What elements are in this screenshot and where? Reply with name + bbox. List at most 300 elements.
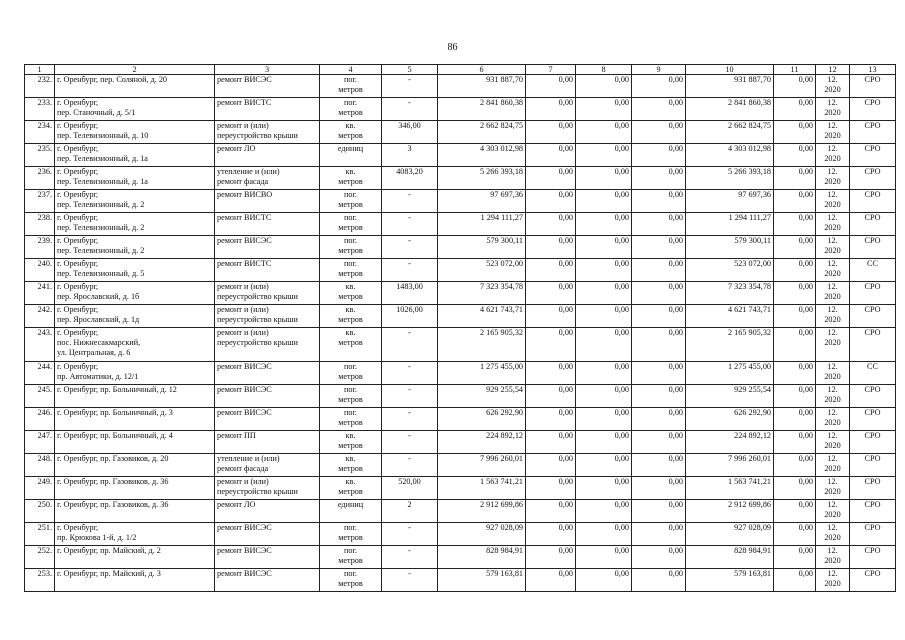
table-row bbox=[25, 454, 896, 477]
address-cell: г. Оренбург, пр. Крюкова 1-й, д. 1/2 bbox=[55, 523, 215, 546]
period-cell: 12. 2020 bbox=[816, 408, 850, 431]
unit-cell: кв. метров bbox=[320, 454, 382, 477]
row-number: 238. bbox=[25, 213, 55, 236]
work-type-cell: ремонт ПП bbox=[215, 431, 320, 454]
fund-cell-8: 0,00 bbox=[576, 98, 632, 121]
fund-cell-11: 0,00 bbox=[774, 362, 816, 385]
work-type-cell: ремонт ВИСВО bbox=[215, 190, 320, 213]
row-number: 237. bbox=[25, 190, 55, 213]
work-type-cell: ремонт ВИСЭС bbox=[215, 362, 320, 385]
fund-cell-8: 0,00 bbox=[576, 282, 632, 305]
fund-cell-11: 0,00 bbox=[774, 385, 816, 408]
column-header-9: 9 bbox=[632, 65, 686, 75]
fund-cell-8: 0,00 bbox=[576, 362, 632, 385]
row-number: 246. bbox=[25, 408, 55, 431]
row-number: 234. bbox=[25, 121, 55, 144]
fund-cell-9: 0,00 bbox=[632, 144, 686, 167]
fund-cell-8: 0,00 bbox=[576, 477, 632, 500]
total-cost-cell: 626 292,90 bbox=[438, 408, 526, 431]
quantity-cell: - bbox=[382, 385, 438, 408]
fund-cell-11: 0,00 bbox=[774, 190, 816, 213]
unit-cell: кв. метров bbox=[320, 328, 382, 362]
fund-cell-11: 0,00 bbox=[774, 431, 816, 454]
fund-cell-9: 0,00 bbox=[632, 121, 686, 144]
fund-cell-7: 0,00 bbox=[526, 190, 576, 213]
column-header-11: 11 bbox=[774, 65, 816, 75]
unit-cell: единиц bbox=[320, 500, 382, 523]
quantity-cell: - bbox=[382, 454, 438, 477]
table-row bbox=[25, 282, 896, 305]
period-cell: 12. 2020 bbox=[816, 144, 850, 167]
fund-cell-8: 0,00 bbox=[576, 144, 632, 167]
row-number: 240. bbox=[25, 259, 55, 282]
fund-cell-10: 4 621 743,71 bbox=[686, 305, 774, 328]
work-type-cell: ремонт и (или) переустройство крыши bbox=[215, 282, 320, 305]
period-cell: 12. 2020 bbox=[816, 213, 850, 236]
total-cost-cell: 224 892,12 bbox=[438, 431, 526, 454]
source-cell: СРО bbox=[850, 75, 896, 98]
unit-cell: пог. метров bbox=[320, 546, 382, 569]
quantity-cell: - bbox=[382, 236, 438, 259]
source-cell: СРО bbox=[850, 213, 896, 236]
address-cell: г. Оренбург, пр. Газовиков, д. 20 bbox=[55, 454, 215, 477]
fund-cell-7: 0,00 bbox=[526, 362, 576, 385]
fund-cell-10: 579 163,81 bbox=[686, 569, 774, 592]
table-row bbox=[25, 431, 896, 454]
source-cell: СРО bbox=[850, 167, 896, 190]
address-cell: г. Оренбург, пер. Соляной, д. 20 bbox=[55, 75, 215, 98]
total-cost-cell: 7 996 260,01 bbox=[438, 454, 526, 477]
period-cell: 12. 2020 bbox=[816, 282, 850, 305]
quantity-cell: 520,00 bbox=[382, 477, 438, 500]
fund-cell-8: 0,00 bbox=[576, 431, 632, 454]
row-number: 235. bbox=[25, 144, 55, 167]
fund-cell-7: 0,00 bbox=[526, 236, 576, 259]
quantity-cell: - bbox=[382, 546, 438, 569]
address-cell: г. Оренбург, пер. Ярославский, д. 1б bbox=[55, 282, 215, 305]
fund-cell-7: 0,00 bbox=[526, 328, 576, 362]
fund-cell-10: 2 841 860,38 bbox=[686, 98, 774, 121]
work-type-cell: ремонт ВИСЭС bbox=[215, 546, 320, 569]
row-number: 243. bbox=[25, 328, 55, 362]
table-row bbox=[25, 569, 896, 592]
fund-cell-9: 0,00 bbox=[632, 546, 686, 569]
work-type-cell: ремонт ЛО bbox=[215, 500, 320, 523]
table-row bbox=[25, 75, 896, 98]
fund-cell-7: 0,00 bbox=[526, 546, 576, 569]
source-cell: СРО bbox=[850, 236, 896, 259]
work-type-cell: ремонт ВИСЭС bbox=[215, 408, 320, 431]
row-number: 244. bbox=[25, 362, 55, 385]
total-cost-cell: 523 072,00 bbox=[438, 259, 526, 282]
table-row bbox=[25, 523, 896, 546]
fund-cell-9: 0,00 bbox=[632, 500, 686, 523]
source-cell: СРО bbox=[850, 121, 896, 144]
period-cell: 12. 2020 bbox=[816, 190, 850, 213]
fund-cell-8: 0,00 bbox=[576, 121, 632, 144]
table-row bbox=[25, 477, 896, 500]
address-cell: г. Оренбург, пр. Больничный, д. 12 bbox=[55, 385, 215, 408]
period-cell: 12. 2020 bbox=[816, 75, 850, 98]
source-cell: СРО bbox=[850, 569, 896, 592]
unit-cell: пог. метров bbox=[320, 259, 382, 282]
fund-cell-10: 929 255,54 bbox=[686, 385, 774, 408]
fund-cell-10: 626 292,90 bbox=[686, 408, 774, 431]
period-cell: 12. 2020 bbox=[816, 500, 850, 523]
total-cost-cell: 97 697,36 bbox=[438, 190, 526, 213]
total-cost-cell: 1 294 111,27 bbox=[438, 213, 526, 236]
total-cost-cell: 1 275 455,00 bbox=[438, 362, 526, 385]
fund-cell-7: 0,00 bbox=[526, 121, 576, 144]
fund-cell-10: 7 323 354,78 bbox=[686, 282, 774, 305]
fund-cell-10: 7 996 260,01 bbox=[686, 454, 774, 477]
fund-cell-9: 0,00 bbox=[632, 477, 686, 500]
quantity-cell: - bbox=[382, 569, 438, 592]
quantity-cell: - bbox=[382, 408, 438, 431]
fund-cell-7: 0,00 bbox=[526, 569, 576, 592]
fund-cell-11: 0,00 bbox=[774, 454, 816, 477]
row-number: 239. bbox=[25, 236, 55, 259]
fund-cell-10: 4 303 012,98 bbox=[686, 144, 774, 167]
work-type-cell: ремонт ВИСЭС bbox=[215, 569, 320, 592]
period-cell: 12. 2020 bbox=[816, 121, 850, 144]
unit-cell: пог. метров bbox=[320, 362, 382, 385]
table-row bbox=[25, 121, 896, 144]
fund-cell-11: 0,00 bbox=[774, 213, 816, 236]
row-number: 245. bbox=[25, 385, 55, 408]
fund-cell-10: 1 563 741,21 bbox=[686, 477, 774, 500]
fund-cell-9: 0,00 bbox=[632, 431, 686, 454]
table-row bbox=[25, 385, 896, 408]
source-cell: СРО bbox=[850, 190, 896, 213]
unit-cell: кв. метров bbox=[320, 431, 382, 454]
fund-cell-9: 0,00 bbox=[632, 167, 686, 190]
quantity-cell: - bbox=[382, 213, 438, 236]
table-row bbox=[25, 167, 896, 190]
fund-cell-7: 0,00 bbox=[526, 454, 576, 477]
fund-cell-8: 0,00 bbox=[576, 523, 632, 546]
fund-cell-9: 0,00 bbox=[632, 75, 686, 98]
row-number: 250. bbox=[25, 500, 55, 523]
fund-cell-11: 0,00 bbox=[774, 75, 816, 98]
work-type-cell: ремонт ВИСЭС bbox=[215, 385, 320, 408]
fund-cell-8: 0,00 bbox=[576, 454, 632, 477]
fund-cell-8: 0,00 bbox=[576, 167, 632, 190]
column-header-3: 3 bbox=[215, 65, 320, 75]
quantity-cell: - bbox=[382, 75, 438, 98]
table-row bbox=[25, 500, 896, 523]
unit-cell: единиц bbox=[320, 144, 382, 167]
table-row bbox=[25, 259, 896, 282]
column-header-8: 8 bbox=[576, 65, 632, 75]
fund-cell-8: 0,00 bbox=[576, 190, 632, 213]
table-body bbox=[25, 75, 896, 592]
row-number: 242. bbox=[25, 305, 55, 328]
source-cell: СРО bbox=[850, 523, 896, 546]
quantity-cell: 1483,00 bbox=[382, 282, 438, 305]
fund-cell-8: 0,00 bbox=[576, 236, 632, 259]
address-cell: г. Оренбург, пер. Телевизионный, д. 5 bbox=[55, 259, 215, 282]
address-cell: г. Оренбург, пер. Телевизионный, д. 2 bbox=[55, 236, 215, 259]
period-cell: 12. 2020 bbox=[816, 98, 850, 121]
row-number: 251. bbox=[25, 523, 55, 546]
work-type-cell: утепление и (или) ремонт фасада bbox=[215, 454, 320, 477]
source-cell: СРО bbox=[850, 385, 896, 408]
total-cost-cell: 931 887,70 bbox=[438, 75, 526, 98]
quantity-cell: - bbox=[382, 98, 438, 121]
fund-cell-9: 0,00 bbox=[632, 328, 686, 362]
work-type-cell: ремонт ВИСЭС bbox=[215, 75, 320, 98]
address-cell: г. Оренбург, пос. Нижнесакмарский, ул. Центральная, д. 6 bbox=[55, 328, 215, 362]
work-type-cell: ремонт и (или) переустройство крыши bbox=[215, 328, 320, 362]
work-type-cell: ремонт и (или) переустройство крыши bbox=[215, 121, 320, 144]
quantity-cell: - bbox=[382, 328, 438, 362]
row-number: 233. bbox=[25, 98, 55, 121]
unit-cell: пог. метров bbox=[320, 385, 382, 408]
source-cell: СРО bbox=[850, 454, 896, 477]
source-cell: СРО bbox=[850, 282, 896, 305]
column-header-1: 1 bbox=[25, 65, 55, 75]
fund-cell-7: 0,00 bbox=[526, 282, 576, 305]
fund-cell-7: 0,00 bbox=[526, 431, 576, 454]
fund-cell-11: 0,00 bbox=[774, 500, 816, 523]
fund-cell-10: 5 266 393,18 bbox=[686, 167, 774, 190]
work-type-cell: ремонт и (или) переустройство крыши bbox=[215, 305, 320, 328]
source-cell: СРО bbox=[850, 408, 896, 431]
address-cell: г. Оренбург, пр. Газовиков, д. 36 bbox=[55, 500, 215, 523]
source-cell: СРО bbox=[850, 477, 896, 500]
column-header-10: 10 bbox=[686, 65, 774, 75]
column-header-2: 2 bbox=[55, 65, 215, 75]
source-cell: СС bbox=[850, 259, 896, 282]
total-cost-cell: 4 303 012,98 bbox=[438, 144, 526, 167]
table-row bbox=[25, 328, 896, 362]
fund-cell-9: 0,00 bbox=[632, 454, 686, 477]
row-number: 236. bbox=[25, 167, 55, 190]
fund-cell-10: 2 165 905,32 bbox=[686, 328, 774, 362]
column-header-5: 5 bbox=[382, 65, 438, 75]
source-cell: СРО bbox=[850, 500, 896, 523]
work-type-cell: утепление и (или) ремонт фасада bbox=[215, 167, 320, 190]
fund-cell-11: 0,00 bbox=[774, 569, 816, 592]
total-cost-cell: 2 662 824,75 bbox=[438, 121, 526, 144]
fund-cell-9: 0,00 bbox=[632, 190, 686, 213]
fund-cell-7: 0,00 bbox=[526, 98, 576, 121]
fund-cell-8: 0,00 bbox=[576, 259, 632, 282]
column-header-4: 4 bbox=[320, 65, 382, 75]
row-number: 252. bbox=[25, 546, 55, 569]
unit-cell: пог. метров bbox=[320, 75, 382, 98]
fund-cell-8: 0,00 bbox=[576, 500, 632, 523]
fund-cell-9: 0,00 bbox=[632, 213, 686, 236]
unit-cell: кв. метров bbox=[320, 282, 382, 305]
fund-cell-11: 0,00 bbox=[774, 408, 816, 431]
total-cost-cell: 828 984,91 bbox=[438, 546, 526, 569]
fund-cell-10: 2 662 824,75 bbox=[686, 121, 774, 144]
fund-cell-9: 0,00 bbox=[632, 569, 686, 592]
period-cell: 12. 2020 bbox=[816, 305, 850, 328]
unit-cell: пог. метров bbox=[320, 523, 382, 546]
fund-cell-8: 0,00 bbox=[576, 305, 632, 328]
fund-cell-10: 1 275 455,00 bbox=[686, 362, 774, 385]
address-cell: г. Оренбург, пер. Телевизионный, д. 2 bbox=[55, 190, 215, 213]
fund-cell-10: 523 072,00 bbox=[686, 259, 774, 282]
fund-cell-7: 0,00 bbox=[526, 213, 576, 236]
fund-cell-9: 0,00 bbox=[632, 305, 686, 328]
unit-cell: пог. метров bbox=[320, 213, 382, 236]
fund-cell-9: 0,00 bbox=[632, 259, 686, 282]
period-cell: 12. 2020 bbox=[816, 477, 850, 500]
page-number: 86 bbox=[447, 42, 458, 53]
fund-cell-11: 0,00 bbox=[774, 546, 816, 569]
fund-cell-8: 0,00 bbox=[576, 328, 632, 362]
address-cell: г. Оренбург, пер. Ярославский, д. 1д bbox=[55, 305, 215, 328]
quantity-cell: - bbox=[382, 259, 438, 282]
source-cell: СРО bbox=[850, 144, 896, 167]
address-cell: г. Оренбург, пр. Газовиков, д. 36 bbox=[55, 477, 215, 500]
column-header-12: 12 bbox=[816, 65, 850, 75]
address-cell: г. Оренбург, пер. Телевизионный, д. 2 bbox=[55, 213, 215, 236]
column-header-13: 13 bbox=[850, 65, 896, 75]
unit-cell: пог. метров bbox=[320, 98, 382, 121]
source-cell: СРО bbox=[850, 546, 896, 569]
work-type-cell: ремонт ЛО bbox=[215, 144, 320, 167]
source-cell: СРО bbox=[850, 431, 896, 454]
fund-cell-10: 224 892,12 bbox=[686, 431, 774, 454]
total-cost-cell: 7 323 354,78 bbox=[438, 282, 526, 305]
source-cell: СС bbox=[850, 362, 896, 385]
fund-cell-11: 0,00 bbox=[774, 477, 816, 500]
fund-cell-9: 0,00 bbox=[632, 98, 686, 121]
fund-cell-9: 0,00 bbox=[632, 523, 686, 546]
source-cell: СРО bbox=[850, 305, 896, 328]
address-cell: г. Оренбург, пр. Майский, д. 3 bbox=[55, 569, 215, 592]
address-cell: г. Оренбург, пер. Телевизионный, д. 1а bbox=[55, 167, 215, 190]
total-cost-cell: 1 563 741,21 bbox=[438, 477, 526, 500]
column-number-row bbox=[25, 65, 896, 75]
period-cell: 12. 2020 bbox=[816, 454, 850, 477]
fund-cell-7: 0,00 bbox=[526, 305, 576, 328]
fund-cell-10: 1 294 111,27 bbox=[686, 213, 774, 236]
table-row bbox=[25, 190, 896, 213]
work-type-cell: ремонт ВИСТС bbox=[215, 259, 320, 282]
row-number: 241. bbox=[25, 282, 55, 305]
period-cell: 12. 2020 bbox=[816, 546, 850, 569]
fund-cell-7: 0,00 bbox=[526, 523, 576, 546]
quantity-cell: - bbox=[382, 362, 438, 385]
period-cell: 12. 2020 bbox=[816, 385, 850, 408]
total-cost-cell: 2 912 699,86 bbox=[438, 500, 526, 523]
total-cost-cell: 2 841 860,38 bbox=[438, 98, 526, 121]
total-cost-cell: 929 255,54 bbox=[438, 385, 526, 408]
fund-cell-7: 0,00 bbox=[526, 75, 576, 98]
fund-cell-11: 0,00 bbox=[774, 144, 816, 167]
fund-cell-9: 0,00 bbox=[632, 362, 686, 385]
fund-cell-10: 828 984,91 bbox=[686, 546, 774, 569]
unit-cell: кв. метров bbox=[320, 167, 382, 190]
fund-cell-11: 0,00 bbox=[774, 259, 816, 282]
unit-cell: пог. метров bbox=[320, 190, 382, 213]
work-type-cell: ремонт ВИСЭС bbox=[215, 523, 320, 546]
table-row bbox=[25, 408, 896, 431]
address-cell: г. Оренбург, пр. Автоматики, д. 12/1 bbox=[55, 362, 215, 385]
fund-cell-11: 0,00 bbox=[774, 328, 816, 362]
period-cell: 12. 2020 bbox=[816, 523, 850, 546]
work-type-cell: ремонт ВИСТС bbox=[215, 213, 320, 236]
total-cost-cell: 5 266 393,18 bbox=[438, 167, 526, 190]
fund-cell-11: 0,00 bbox=[774, 523, 816, 546]
fund-cell-11: 0,00 bbox=[774, 167, 816, 190]
period-cell: 12. 2020 bbox=[816, 362, 850, 385]
row-number: 249. bbox=[25, 477, 55, 500]
fund-cell-11: 0,00 bbox=[774, 121, 816, 144]
fund-cell-7: 0,00 bbox=[526, 500, 576, 523]
fund-cell-11: 0,00 bbox=[774, 282, 816, 305]
column-header-7: 7 bbox=[526, 65, 576, 75]
fund-cell-10: 2 912 699,86 bbox=[686, 500, 774, 523]
total-cost-cell: 579 300,11 bbox=[438, 236, 526, 259]
fund-cell-7: 0,00 bbox=[526, 259, 576, 282]
unit-cell: пог. метров bbox=[320, 236, 382, 259]
fund-cell-9: 0,00 bbox=[632, 385, 686, 408]
fund-cell-10: 931 887,70 bbox=[686, 75, 774, 98]
unit-cell: кв. метров bbox=[320, 305, 382, 328]
fund-cell-11: 0,00 bbox=[774, 305, 816, 328]
fund-cell-7: 0,00 bbox=[526, 167, 576, 190]
table-row bbox=[25, 362, 896, 385]
fund-cell-8: 0,00 bbox=[576, 385, 632, 408]
table-row bbox=[25, 213, 896, 236]
address-cell: г. Оренбург, пр. Больничный, д. 4 bbox=[55, 431, 215, 454]
row-number: 247. bbox=[25, 431, 55, 454]
address-cell: г. Оренбург, пер. Станочный, д. 5/1 bbox=[55, 98, 215, 121]
period-cell: 12. 2020 bbox=[816, 328, 850, 362]
unit-cell: кв. метров bbox=[320, 121, 382, 144]
total-cost-cell: 579 163,81 bbox=[438, 569, 526, 592]
quantity-cell: 1026,00 bbox=[382, 305, 438, 328]
fund-cell-8: 0,00 bbox=[576, 546, 632, 569]
quantity-cell: 346,00 bbox=[382, 121, 438, 144]
quantity-cell: - bbox=[382, 523, 438, 546]
fund-cell-9: 0,00 bbox=[632, 408, 686, 431]
total-cost-cell: 2 165 905,32 bbox=[438, 328, 526, 362]
column-header-6: 6 bbox=[438, 65, 526, 75]
fund-cell-8: 0,00 bbox=[576, 569, 632, 592]
period-cell: 12. 2020 bbox=[816, 167, 850, 190]
fund-cell-10: 927 028,09 bbox=[686, 523, 774, 546]
fund-cell-10: 97 697,36 bbox=[686, 190, 774, 213]
table-row bbox=[25, 305, 896, 328]
total-cost-cell: 927 028,09 bbox=[438, 523, 526, 546]
quantity-cell: - bbox=[382, 431, 438, 454]
unit-cell: кв. метров bbox=[320, 477, 382, 500]
register-table bbox=[24, 64, 896, 592]
total-cost-cell: 4 621 743,71 bbox=[438, 305, 526, 328]
fund-cell-11: 0,00 bbox=[774, 236, 816, 259]
fund-cell-9: 0,00 bbox=[632, 282, 686, 305]
fund-cell-7: 0,00 bbox=[526, 144, 576, 167]
table-row bbox=[25, 144, 896, 167]
fund-cell-11: 0,00 bbox=[774, 98, 816, 121]
address-cell: г. Оренбург, пер. Телевизионный, д. 10 bbox=[55, 121, 215, 144]
period-cell: 12. 2020 bbox=[816, 569, 850, 592]
table-row bbox=[25, 98, 896, 121]
quantity-cell: - bbox=[382, 190, 438, 213]
source-cell: СРО bbox=[850, 98, 896, 121]
unit-cell: пог. метров bbox=[320, 408, 382, 431]
fund-cell-10: 579 300,11 bbox=[686, 236, 774, 259]
fund-cell-9: 0,00 bbox=[632, 236, 686, 259]
